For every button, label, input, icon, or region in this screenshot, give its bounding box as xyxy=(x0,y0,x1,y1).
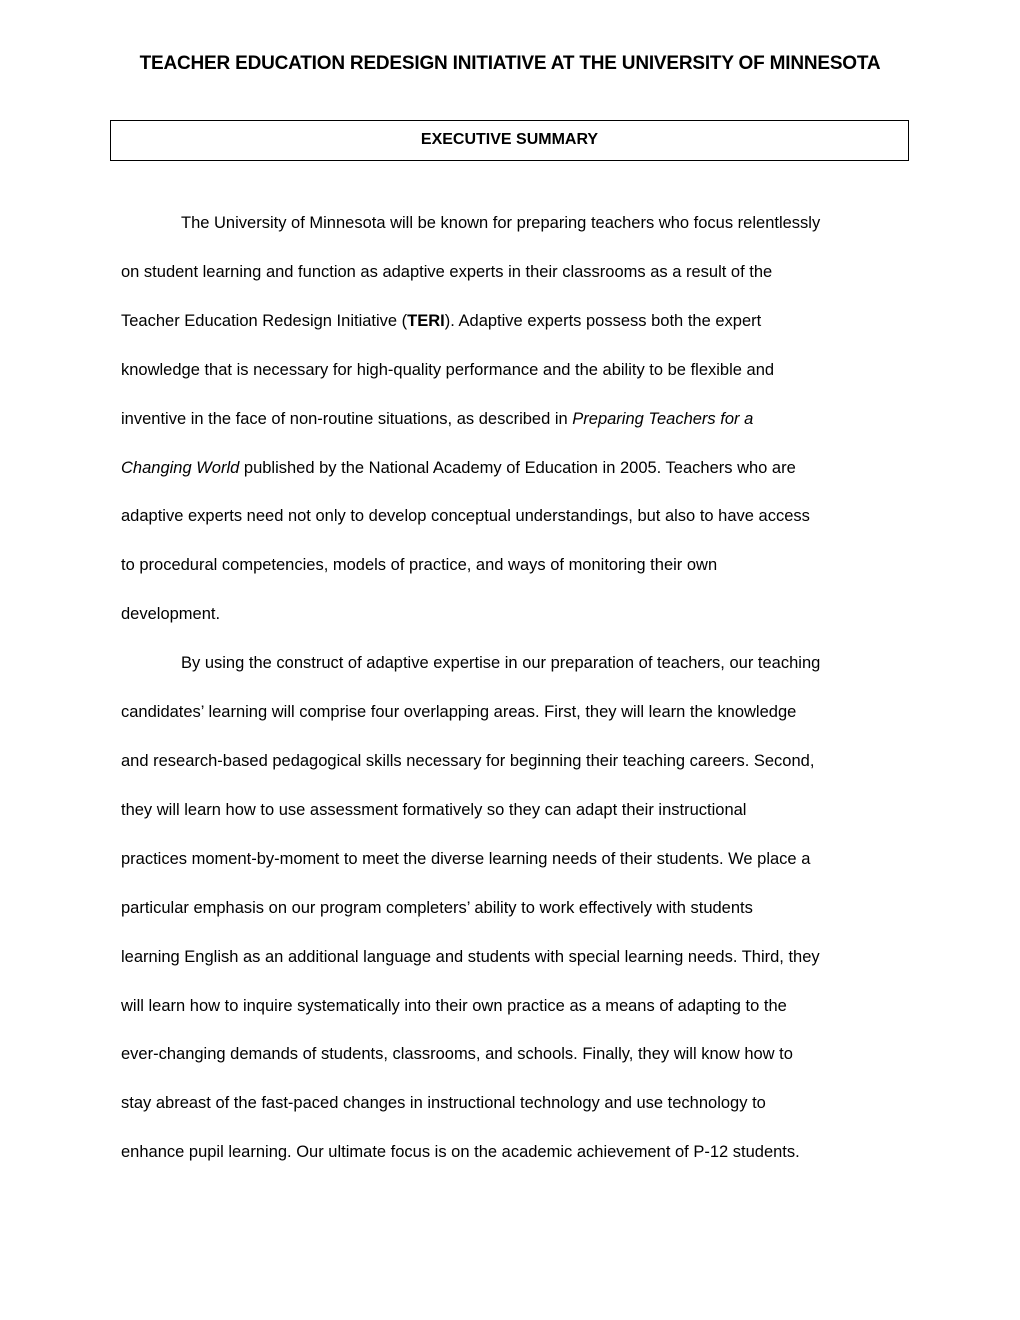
text-line: particular emphasis on our program completers’ ability to work effectively with students xyxy=(121,898,753,917)
text-line: enhance pupil learning. Our ultimate focus is on the academic achievement of P-12 students. xyxy=(121,1143,800,1162)
book-title: Preparing Teachers for a xyxy=(572,409,754,428)
text-line: stay abreast of the fast-paced changes in instructional technology and use technology to xyxy=(121,1094,766,1113)
text-line: candidates’ learning will comprise four overlapping areas. First, they will learn the knowledge xyxy=(121,703,797,722)
text-line: adaptive experts need not only to develop conceptual understandings, but also to have access xyxy=(121,507,810,526)
text-line: Changing World published by the National Academy of Education in 2005. Teachers who are xyxy=(121,458,796,477)
acronym-teri: TERI xyxy=(407,311,445,330)
text-line: learning English as an additional language and students with special learning needs. Third, they xyxy=(121,947,820,966)
paragraph-1 xyxy=(121,199,905,639)
text-line: practices moment-by-moment to meet the diverse learning needs of their students. We place a xyxy=(121,849,811,868)
section-heading: EXECUTIVE SUMMARY xyxy=(420,130,599,148)
text-line: Teacher Education Redesign Initiative (TERI). Adaptive experts possess both the expert xyxy=(121,311,762,330)
text-line: will learn how to inquire systematically into their own practice as a means of adapting to the xyxy=(121,996,787,1015)
text-line: and research-based pedagogical skills necessary for beginning their teaching careers. Second, xyxy=(121,751,815,770)
book-title: Changing World xyxy=(121,458,240,477)
text-line: on student learning and function as adaptive experts in their classrooms as a result of the xyxy=(121,262,773,281)
text-line: ever-changing demands of students, classrooms, and schools. Finally, they will know how to xyxy=(121,1045,793,1064)
document-title: TEACHER EDUCATION REDESIGN INITIATIVE AT THE UNIVERSITY OF MINNESOTA xyxy=(139,53,881,74)
text-line: knowledge that is necessary for high-quality performance and the ability to be flexible and xyxy=(121,360,775,379)
text-line: development. xyxy=(121,605,221,624)
text-line: By using the construct of adaptive expertise in our preparation of teachers, our teaching xyxy=(181,654,821,673)
text-line: The University of Minnesota will be known for preparing teachers who focus relentlessly xyxy=(181,214,821,232)
section-heading-box xyxy=(110,120,909,161)
body-text xyxy=(121,199,905,1177)
text-line: inventive in the face of non-routine situations, as described in Preparing Teachers for a xyxy=(121,409,754,428)
text-line: they will learn how to use assessment formatively so they can adapt their instructional xyxy=(121,800,747,819)
paragraph-2 xyxy=(121,639,905,1177)
text-line: to procedural competencies, models of practice, and ways of monitoring their own xyxy=(121,556,718,575)
